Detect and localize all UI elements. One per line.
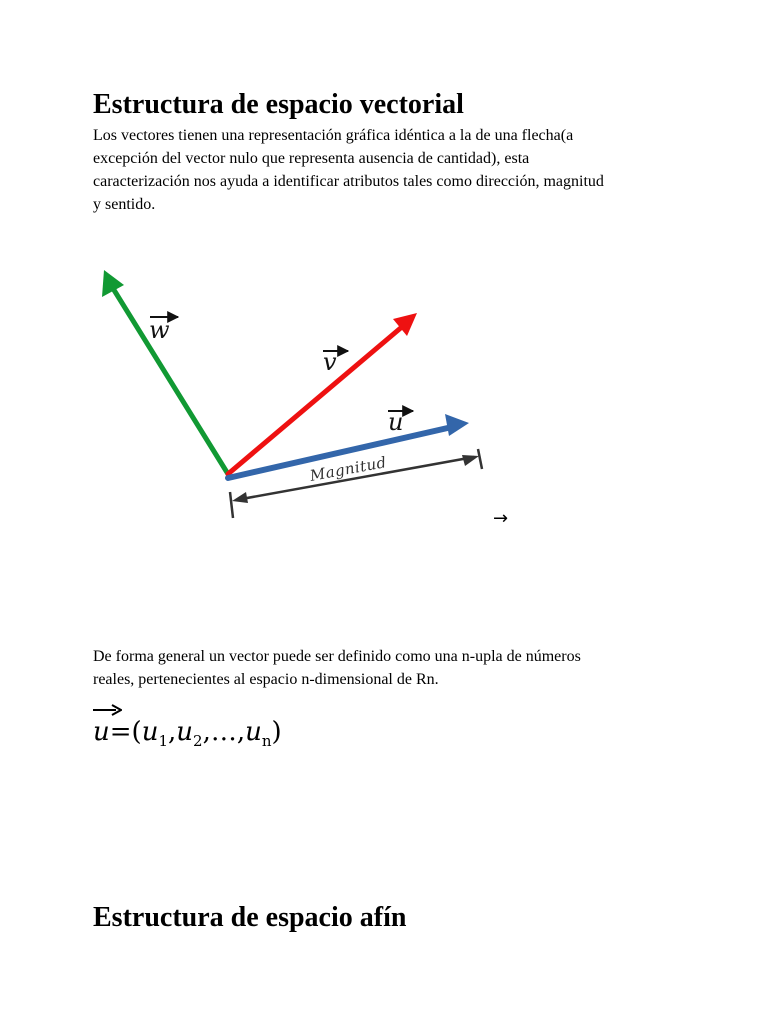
- vector-u-label: u: [388, 408, 404, 436]
- intro-paragraph: [93, 124, 604, 216]
- vector-formula: [93, 712, 282, 752]
- formula-equals: =: [109, 717, 132, 747]
- formula-subscript-n: n: [261, 732, 272, 751]
- paragraph-line: De forma general un vector puede ser definido como una n-upla de números: [93, 648, 581, 665]
- formula-separator: ,: [202, 717, 211, 747]
- formula-component-n: u: [245, 717, 262, 747]
- right-arrow-symbol: →: [493, 508, 509, 529]
- paragraph-line: excepción del vector nulo que representa ausencia de cantidad), esta: [93, 150, 530, 167]
- paragraph-line: reales, pertenecientes al espacio n-dimensional de Rn.: [93, 671, 439, 688]
- definition-paragraph: [93, 645, 581, 691]
- formula-separator: ,: [168, 717, 177, 747]
- vector-w: [102, 270, 228, 474]
- formula-close-paren: ): [271, 717, 282, 747]
- section-title-affine-space: Estructura de espacio afín: [93, 902, 407, 933]
- paragraph-line: Los vectores tienen una representación gráfica idéntica a la de una flecha(a: [93, 127, 574, 144]
- paragraph-line: y sentido.: [93, 196, 156, 213]
- formula-separator: ,: [236, 717, 246, 747]
- vector-w-label: w: [149, 316, 170, 344]
- blue-arrow-icon: [445, 414, 469, 436]
- paragraph-line: caracterización nos ayuda a identificar atributos tales como dirección, magnitud: [93, 173, 604, 190]
- formula-ellipsis: …: [210, 717, 237, 747]
- label-w: [149, 316, 178, 344]
- vector-v-label: v: [323, 348, 337, 376]
- magnitude-label: Magnitud: [308, 453, 389, 485]
- formula-component-1: u: [141, 717, 159, 747]
- formula-lhs-var: u: [93, 717, 110, 747]
- formula-subscript-1: 1: [158, 732, 168, 751]
- formula-open-paren: (: [131, 717, 142, 747]
- label-u: [388, 408, 413, 436]
- vector-arrow-icon: [92, 704, 122, 716]
- label-v: [323, 348, 348, 376]
- vector-v: [228, 313, 417, 474]
- formula-lhs: [93, 712, 110, 752]
- formula-component-2: u: [176, 717, 194, 747]
- vector-diagram: [90, 260, 530, 530]
- section-title-vector-space: Estructura de espacio vectorial: [93, 89, 464, 120]
- formula-subscript-2: 2: [193, 732, 203, 751]
